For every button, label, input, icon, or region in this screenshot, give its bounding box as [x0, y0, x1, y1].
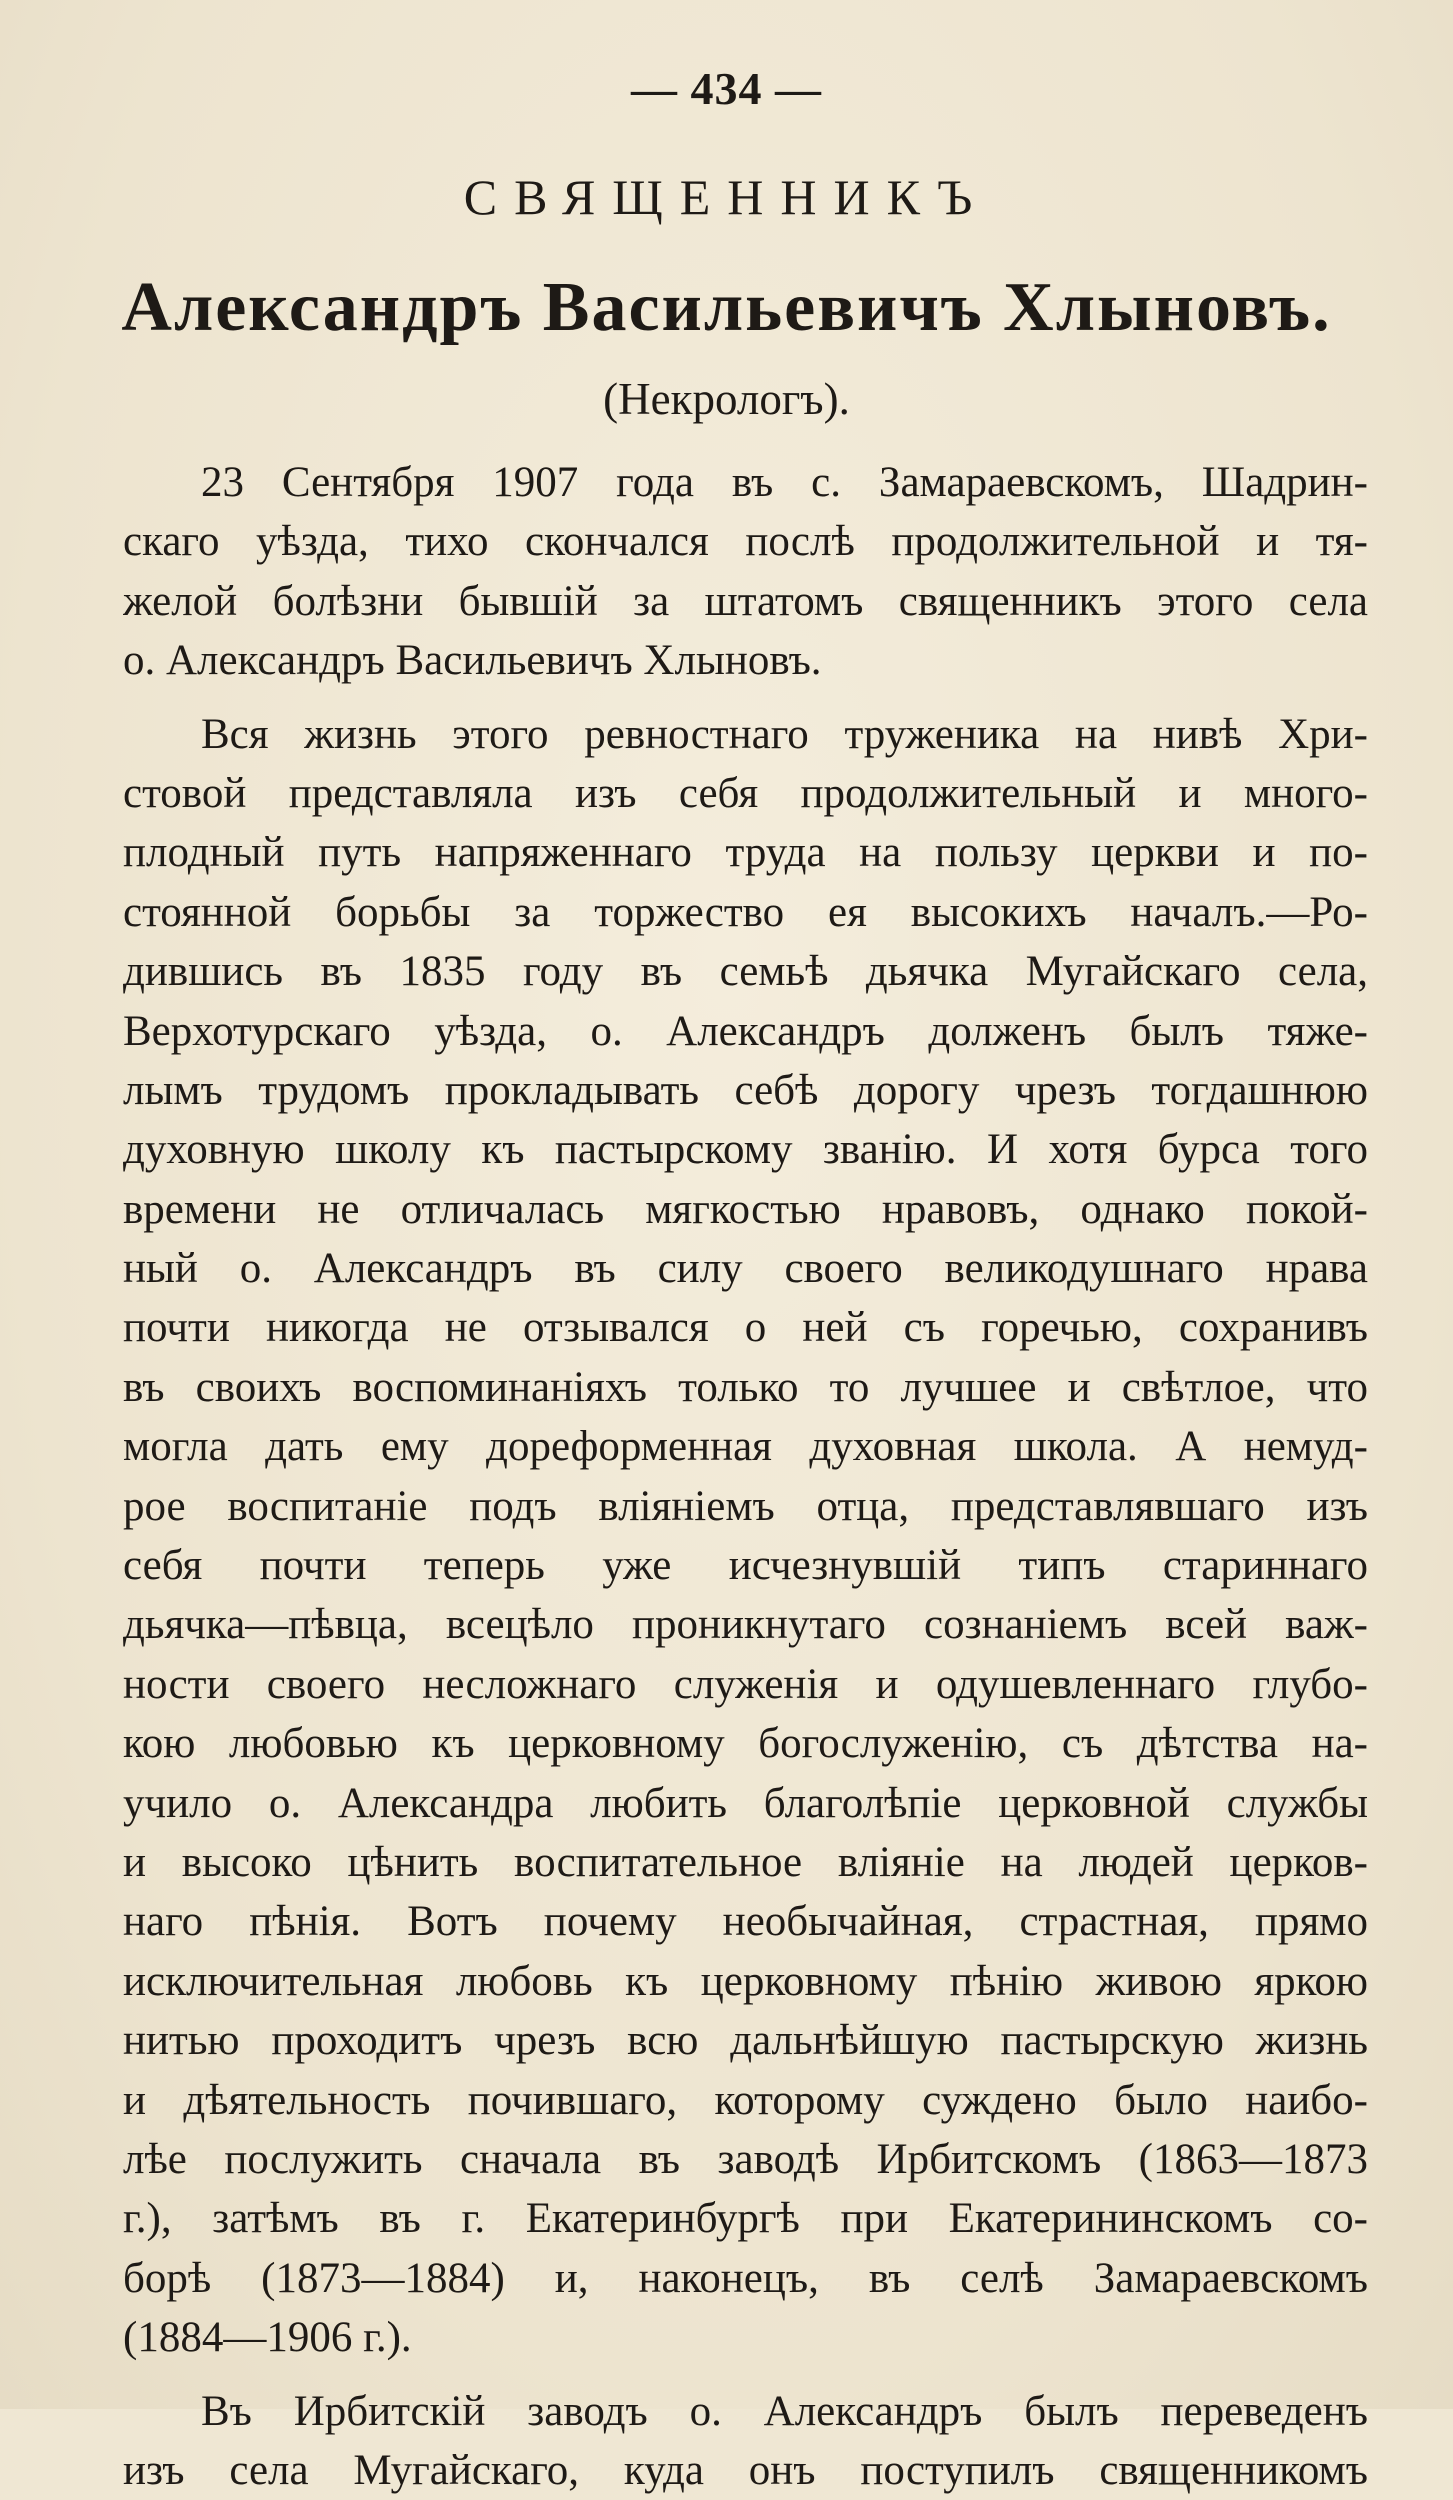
page-number: — 434 — [0, 62, 1453, 115]
text-line: (1884—1906 г.). [123, 2308, 1368, 2367]
text-line: желой болѣзни бывшій за штатомъ священникъ этого села [123, 572, 1368, 631]
article-body [123, 453, 1368, 2500]
text-line: духовную школу къ пастырскому званію. И хотя бурса того [123, 1120, 1368, 1179]
text-line: изъ села Мугайскаго, куда онъ поступилъ священникомъ [123, 2441, 1368, 2500]
paragraph-3 [123, 2382, 1368, 2500]
text-line: почти никогда не отзывался о ней съ горечью, сохранивъ [123, 1298, 1368, 1357]
text-line: наго пѣнія. Вотъ почему необычайная, страстная, прямо [123, 1892, 1368, 1951]
text-line: ности своего несложнаго служенія и одушевленнаго глубо- [123, 1655, 1368, 1714]
text-line: учило о. Александра любить благолѣпіе церковной службы [123, 1774, 1368, 1833]
paragraph-1 [123, 453, 1368, 691]
text-line: 23 Сентября 1907 года въ с. Замараевскомъ, Шадрин- [123, 453, 1368, 512]
article-kicker: СВЯЩЕННИКЪ [0, 168, 1453, 226]
text-line: лымъ трудомъ прокладывать себѣ дорогу чрезъ тогдашнюю [123, 1061, 1368, 1120]
text-line: дившись въ 1835 году въ семьѣ дьячка Мугайскаго села, [123, 942, 1368, 1001]
text-line: могла дать ему дореформенная духовная школа. А немуд- [123, 1417, 1368, 1476]
text-line: г.), затѣмъ въ г. Екатеринбургѣ при Екатерининскомъ со- [123, 2189, 1368, 2248]
text-line: и дѣятельность почившаго, которому суждено было наибо- [123, 2071, 1368, 2130]
text-line: Въ Ирбитскій заводъ о. Александръ былъ переведенъ [123, 2382, 1368, 2441]
text-line: нитью проходитъ чрезъ всю дальнѣйшую пастырскую жизнь [123, 2011, 1368, 2070]
text-line: Вся жизнь этого ревностнаго труженика на нивѣ Хри- [123, 705, 1368, 764]
text-line: стоянной борьбы за торжество ея высокихъ началъ.—Ро- [123, 883, 1368, 942]
article-title: Александръ Васильевичъ Хлыновъ. [0, 268, 1453, 348]
text-line: о. Александръ Васильевичъ Хлыновъ. [123, 631, 1368, 690]
text-line: себя почти теперь уже исчезнувшій типъ стариннаго [123, 1536, 1368, 1595]
text-line: рое воспитаніе подъ вліяніемъ отца, представлявшаго изъ [123, 1477, 1368, 1536]
text-line: въ своихъ воспоминаніяхъ только то лучшее и свѣтлое, что [123, 1358, 1368, 1417]
text-line: времени не отличалась мягкостью нравовъ, однако покой- [123, 1180, 1368, 1239]
paragraph-2 [123, 705, 1368, 2368]
text-line: плодный путь напряженнаго труда на пользу церкви и по- [123, 823, 1368, 882]
article-subtitle: (Некрологъ). [0, 373, 1453, 425]
text-line: стовой представляла изъ себя продолжительный и много- [123, 764, 1368, 823]
text-line: дьячка—пѣвца, всецѣло проникнутаго сознаніемъ всей важ- [123, 1595, 1368, 1654]
text-line: борѣ (1873—1884) и, наконецъ, въ селѣ Замараевскомъ [123, 2249, 1368, 2308]
text-line: скаго уѣзда, тихо скончался послѣ продолжительной и тя- [123, 512, 1368, 571]
text-line: ный о. Александръ въ силу своего великодушнаго нрава [123, 1239, 1368, 1298]
text-line: и высоко цѣнить воспитательное вліяніе на людей церков- [123, 1833, 1368, 1892]
text-line: исключительная любовь къ церковному пѣнію живою яркою [123, 1952, 1368, 2011]
text-line: лѣе послужить сначала въ заводѣ Ирбитскомъ (1863—1873 [123, 2130, 1368, 2189]
text-line: Верхотурскаго уѣзда, о. Александръ долженъ былъ тяже- [123, 1002, 1368, 1061]
text-line: кою любовью къ церковному богослуженію, съ дѣтства на- [123, 1714, 1368, 1773]
